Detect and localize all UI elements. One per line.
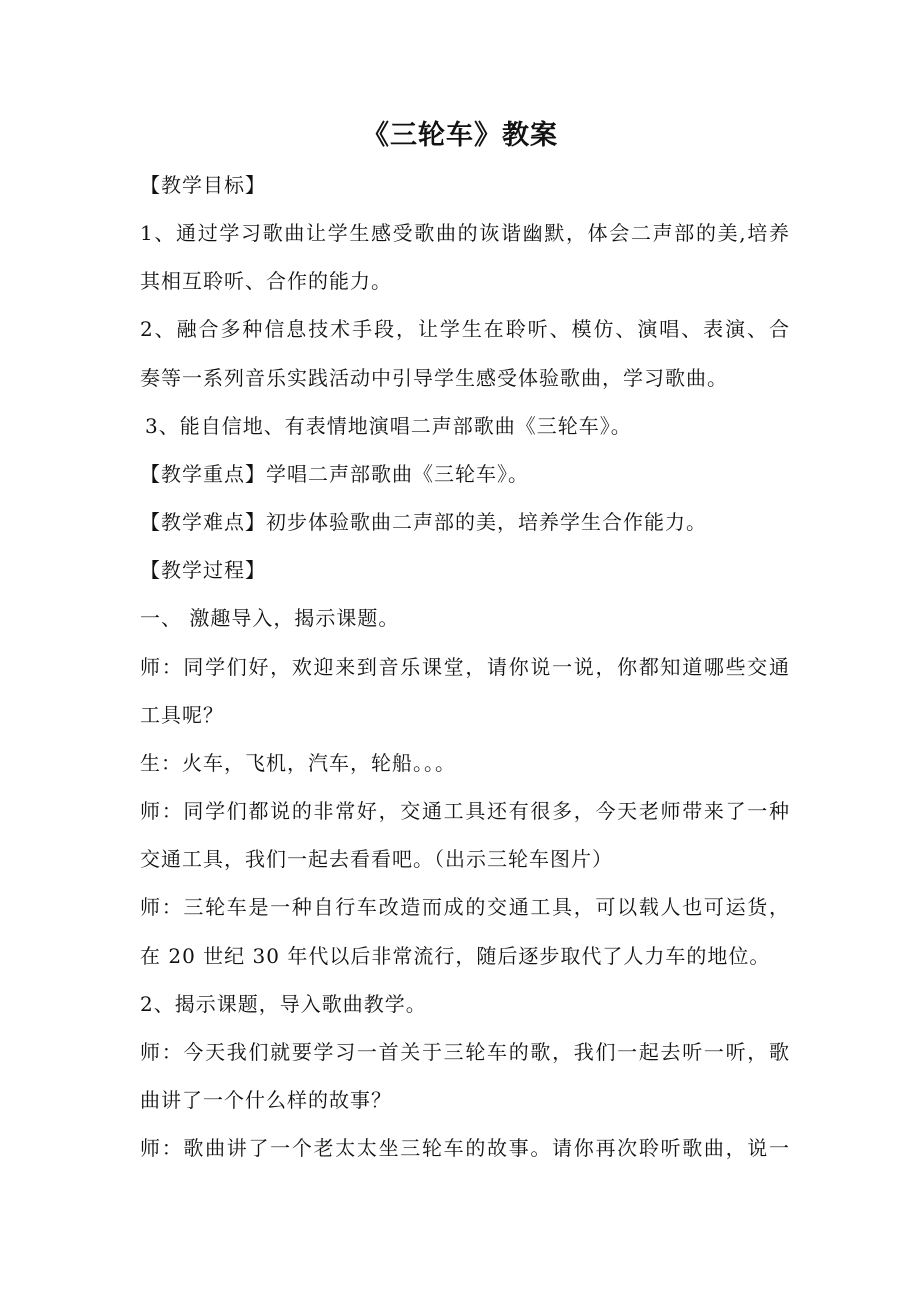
dialogue-line: 交通工具，我们一起去看看吧。（出示三轮车图片）	[140, 847, 613, 871]
paragraph-line: 奏等一系列音乐实践活动中引导学生感受体验歌曲，学习歌曲。	[140, 366, 728, 390]
paragraph-line: 3、能自信地、有表情地演唱二声部歌曲《三轮车》。	[145, 414, 632, 438]
subsection-heading: 2、揭示课题，导入歌曲教学。	[140, 992, 427, 1016]
paragraph-line: 1、通过学习歌曲让学生感受歌曲的诙谐幽默，体会二声部的美,培养	[140, 221, 790, 245]
dialogue-line: 师：歌曲讲了一个老太太坐三轮车的故事。请你再次聆听歌曲，说一	[140, 1136, 790, 1160]
difficulty-line: 【教学难点】初步体验歌曲二声部的美，培养学生合作能力。	[140, 510, 707, 534]
document-title: 《三轮车》教案	[362, 120, 558, 151]
dialogue-line: 在 20 世纪 30 年代以后非常流行，随后逐步取代了人力车的地位。	[140, 944, 771, 968]
dialogue-line: 师：同学们都说的非常好，交通工具还有很多，今天老师带来了一种	[140, 799, 790, 823]
paragraph-line: 其相互聆听、合作的能力。	[140, 269, 392, 293]
dialogue-line: 曲讲了一个什么样的故事？	[140, 1088, 392, 1112]
subsection-heading: 一、 激趣导入，揭示课题。	[140, 606, 400, 630]
dialogue-line: 师：三轮车是一种自行车改造而成的交通工具，可以载人也可运货，	[140, 895, 790, 919]
section-heading-objectives: 【教学目标】	[140, 173, 266, 197]
dialogue-line: 师：今天我们就要学习一首关于三轮车的歌，我们一起去听一听，歌	[140, 1040, 790, 1064]
dialogue-line: 生：火车，飞机，汽车，轮船。。。	[140, 751, 456, 775]
key-point-line: 【教学重点】学唱二声部歌曲《三轮车》。	[140, 462, 529, 486]
section-heading-process: 【教学过程】	[140, 558, 266, 582]
dialogue-line: 师：同学们好，欢迎来到音乐课堂，请你说一说，你都知道哪些交通	[140, 655, 790, 679]
dialogue-line: 工具呢？	[140, 703, 224, 727]
paragraph-line: 2、融合多种信息技术手段，让学生在聆听、模仿、演唱、表演、合	[140, 317, 790, 341]
